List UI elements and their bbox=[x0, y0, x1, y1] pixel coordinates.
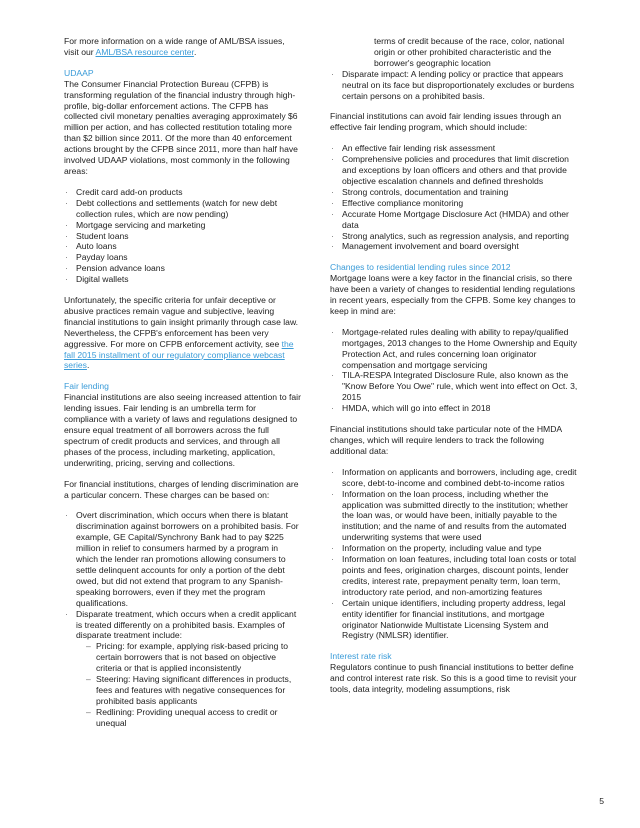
list-item: · Effective compliance monitoring bbox=[330, 198, 580, 209]
sub-list-item: – Redlining: Providing unequal access to credit or unequal bbox=[86, 707, 301, 729]
fair-lending-body2: For financial institutions, charges of lending discrimination are a particular concern. These charges can be based on: bbox=[64, 478, 299, 500]
list-item: · Credit card add-on products bbox=[64, 187, 301, 198]
residential-body: Mortgage loans were a key factor in the financial crisis, so there have been a variety of changes to residential lending regulations in recent years, especially from the CFPB. Some key changes to keep in mind are: bbox=[330, 273, 576, 316]
list-item-disparate-impact: · Disparate impact: A lending policy or practice that appears neutral on its face but disproportionately excludes or burdens certain persons on a prohibited basis. bbox=[330, 69, 580, 102]
list-item-overt: · Overt discrimination, which occurs when there is blatant discrimination against borrowers on a prohibited basis. For example, GE Capital/Synchrony Bank had to pay $225 million in relief to consumers harmed by a program in which the lender ran promotions allowing consumers to settle delinquent accounts for only a portion of the debt owed, but did not extend that program to any Spanish-speaking borrowers, even if they met the program qualifications. bbox=[64, 510, 301, 608]
list-item: · Strong analytics, such as regression analysis, and reporting bbox=[330, 231, 580, 242]
udaap-heading: UDAAP bbox=[64, 67, 94, 78]
list-item: · Information on the property, including value and type bbox=[330, 543, 580, 554]
hmda-paragraph: Financial institutions should take particular note of the HMDA changes, which will require lenders to track the following additional data: bbox=[330, 424, 562, 456]
residential-list bbox=[330, 327, 580, 414]
hmda-list bbox=[330, 467, 580, 642]
disparate-treatment-text: Disparate treatment, which occurs when a credit applicant is treated differently on a prohibited basis. Examples of disparate treatment include: bbox=[76, 608, 297, 641]
udaap-list bbox=[64, 187, 301, 285]
aml-bsa-resource-link[interactable]: AML/BSA resource center bbox=[95, 46, 194, 57]
udaap-after-end: . bbox=[86, 360, 90, 371]
discrimination-list bbox=[64, 510, 301, 728]
list-item: · Information on loan features, including total loan costs or total points and fees, origination charges, discount points, lender credits, interest rate, prepayment penalty term, loan term, introductory rate period, and non-amortizing features bbox=[330, 554, 580, 598]
list-item: · Mortgage-related rules dealing with ability to repay/qualified mortgages, 2013 changes to the Home Ownership and Equity Protection Act, and rules concerning loan originator compensation and mortgage servicing bbox=[330, 327, 580, 371]
fair-lending-heading: Fair lending bbox=[64, 381, 109, 392]
right-column bbox=[330, 36, 580, 695]
sub-list-item: – Steering: Having significant differences in products, fees and features with negative consequences for prohibited basis applicants bbox=[86, 674, 301, 707]
left-column bbox=[64, 36, 301, 729]
webcast-series-link[interactable]: the fall 2015 installment of our regulatory compliance webcast series bbox=[64, 338, 294, 371]
interest-rate-heading: Interest rate risk bbox=[330, 651, 392, 662]
page-number: 5 bbox=[599, 796, 604, 806]
udaap-body: The Consumer Financial Protection Bureau (CFPB) is transforming regulation of the financial industry through high-profile, big-dollar enforcement actions. The CFPB has collected civil monetary penalties averaging approximately $6 million per action, and has collected restitution totaling more than $2 billion since 2011. Of the more than 40 enforcement actions brought by the CFPB since 2011, more than half have involved UDAAP violations, most commonly in the following areas: bbox=[64, 78, 298, 176]
udaap-after-paragraph bbox=[64, 295, 301, 371]
list-item: · Mortgage servicing and marketing bbox=[64, 220, 301, 231]
list-item: · Information on applicants and borrowers, including age, credit score, debt-to-income and combined debt-to-income ratios bbox=[330, 467, 580, 489]
list-item: · Accurate Home Mortgage Disclosure Act (HMDA) and other data bbox=[330, 209, 580, 231]
disparate-impact-list bbox=[330, 69, 580, 102]
list-item: · Student loans bbox=[64, 231, 301, 242]
list-item-disparate-treatment bbox=[64, 609, 301, 729]
fair-lending-body: Financial institutions are also seeing increased attention to fair lending issues. Fair lending is an umbrella term for compliance with a variety of laws and regulations designed to ensure equal treatment of all borrowers across the full spectrum of credit products and services, and through all phases of the process, including marketing, application, underwriting, pricing, serving and collections. bbox=[64, 392, 301, 468]
interest-rate-body: Regulators continue to push financial institutions to better define and control interest rate risk. So this is a good time to revisit your tools, data integrity, modeling assumptions, risk bbox=[330, 662, 577, 695]
list-item: · Pension advance loans bbox=[64, 263, 301, 274]
disparate-treatment-sublist bbox=[76, 641, 301, 728]
list-item: · Auto loans bbox=[64, 241, 301, 252]
avoid-paragraph: Financial institutions can avoid fair lending issues through an effective fair lending program, which should include: bbox=[330, 111, 562, 133]
udaap-after-text: Unfortunately, the specific criteria for unfair deceptive or abusive practices remain vague and subjective, leaving financial institutions to gain insight primarily through case law. Nevertheless, the CFPB's enforcement has been very aggressive. For more on CFPB enforcement activity, see bbox=[64, 295, 299, 349]
list-item: · TILA-RESPA Integrated Disclosure Rule, also known as the "Know Before You Owe" rule, which went into effect on Oct. 3, 2015 bbox=[330, 370, 580, 403]
list-item: · Digital wallets bbox=[64, 274, 301, 285]
intro-end: . bbox=[193, 46, 197, 57]
list-item: · An effective fair lending risk assessment bbox=[330, 143, 580, 154]
program-list bbox=[330, 143, 580, 252]
residential-heading: Changes to residential lending rules since 2012 bbox=[330, 262, 511, 273]
redlining-continuation: terms of credit because of the race, color, national origin or other prohibited characteristic and the borrower's geographic location bbox=[374, 36, 565, 68]
list-item: · Debt collections and settlements (watch for new debt collection rules, which are now pending) bbox=[64, 198, 301, 220]
intro-text: For more information on a wide range of AML/BSA issues, visit our bbox=[64, 36, 285, 57]
list-item: · Certain unique identifiers, including property address, legal entity identifier for financial institutions, and mortgage originator Nationwide Multistate Licensing System and Registry (NMLSR) identifier. bbox=[330, 598, 580, 642]
list-item: · Payday loans bbox=[64, 252, 301, 263]
list-item: · HMDA, which will go into effect in 2018 bbox=[330, 403, 580, 414]
list-item: · Comprehensive policies and procedures that limit discretion and exceptions by loan officers and others and that provide objective escalation channels and defined thresholds bbox=[330, 154, 580, 187]
list-item: · Management involvement and board oversight bbox=[330, 241, 580, 252]
list-item: · Information on the loan process, including whether the application was submitted directly to the institution; whether the loan was, or would have been, initially payable to the institution; and the name of and results from the automated underwriting systems that were used bbox=[330, 489, 580, 544]
sub-list-item: – Pricing: for example, applying risk-based pricing to certain borrowers that is not based on objective criteria or that is applied inconsistently bbox=[86, 641, 301, 674]
list-item: · Strong controls, documentation and training bbox=[330, 187, 580, 198]
intro-paragraph bbox=[64, 36, 301, 58]
